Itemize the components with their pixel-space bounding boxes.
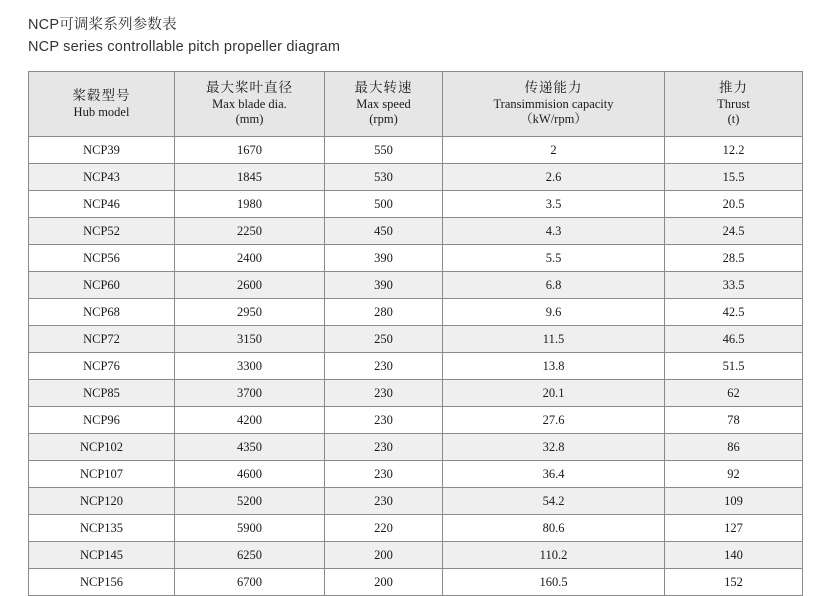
cell-hub-model: NCP46 xyxy=(29,191,175,218)
cell-value: 1845 xyxy=(175,164,325,191)
cell-hub-model: NCP43 xyxy=(29,164,175,191)
cell-value: 250 xyxy=(325,326,443,353)
cell-value: 15.5 xyxy=(665,164,803,191)
cell-value: 12.2 xyxy=(665,137,803,164)
cell-value: 62 xyxy=(665,380,803,407)
table-row xyxy=(29,272,803,299)
page-title-chinese: NCP可调桨系列参数表 xyxy=(28,17,177,33)
cell-value: 20.5 xyxy=(665,191,803,218)
cell-value: 390 xyxy=(325,245,443,272)
column-header-transmission-capacity xyxy=(443,71,665,136)
column-header-cn: 桨毂型号 xyxy=(72,87,131,103)
cell-hub-model: NCP72 xyxy=(29,326,175,353)
column-header-unit: (t) xyxy=(727,112,740,127)
cell-value: 51.5 xyxy=(665,353,803,380)
cell-value: 24.5 xyxy=(665,218,803,245)
table-row xyxy=(29,569,803,596)
cell-value: 42.5 xyxy=(665,299,803,326)
column-header-max-blade-dia xyxy=(175,71,325,136)
table-body xyxy=(29,137,803,596)
column-header-cn: 推力 xyxy=(719,79,748,95)
cell-hub-model: NCP85 xyxy=(29,380,175,407)
cell-value: 3700 xyxy=(175,380,325,407)
cell-value: 46.5 xyxy=(665,326,803,353)
cell-value: 54.2 xyxy=(443,488,665,515)
cell-value: 2400 xyxy=(175,245,325,272)
cell-value: 1980 xyxy=(175,191,325,218)
cell-value: 530 xyxy=(325,164,443,191)
cell-hub-model: NCP120 xyxy=(29,488,175,515)
table-row xyxy=(29,542,803,569)
cell-value: 6700 xyxy=(175,569,325,596)
cell-value: 2250 xyxy=(175,218,325,245)
cell-value: 1670 xyxy=(175,137,325,164)
cell-hub-model: NCP68 xyxy=(29,299,175,326)
table-row xyxy=(29,461,803,488)
cell-value: 280 xyxy=(325,299,443,326)
cell-value: 20.1 xyxy=(443,380,665,407)
cell-hub-model: NCP76 xyxy=(29,353,175,380)
document-title-block xyxy=(28,14,802,59)
cell-value: 3.5 xyxy=(443,191,665,218)
propeller-spec-table xyxy=(28,71,803,596)
cell-value: 140 xyxy=(665,542,803,569)
cell-value: 92 xyxy=(665,461,803,488)
column-header-unit: (rpm) xyxy=(369,112,398,127)
cell-value: 230 xyxy=(325,488,443,515)
table-row xyxy=(29,218,803,245)
table-row xyxy=(29,434,803,461)
table-row xyxy=(29,488,803,515)
column-header-cn: 传递能力 xyxy=(524,79,583,95)
cell-value: 2 xyxy=(443,137,665,164)
column-header-en: Hub model xyxy=(73,104,130,119)
cell-value: 6250 xyxy=(175,542,325,569)
cell-value: 36.4 xyxy=(443,461,665,488)
cell-value: 200 xyxy=(325,542,443,569)
cell-value: 4600 xyxy=(175,461,325,488)
column-header-en: Transimmision capacity xyxy=(493,96,614,111)
cell-hub-model: NCP39 xyxy=(29,137,175,164)
cell-hub-model: NCP107 xyxy=(29,461,175,488)
column-header-en: Max blade dia. xyxy=(212,96,287,111)
cell-hub-model: NCP156 xyxy=(29,569,175,596)
cell-value: 200 xyxy=(325,569,443,596)
cell-value: 4200 xyxy=(175,407,325,434)
cell-value: 550 xyxy=(325,137,443,164)
cell-value: 9.6 xyxy=(443,299,665,326)
cell-value: 6.8 xyxy=(443,272,665,299)
table-row xyxy=(29,515,803,542)
table-header xyxy=(29,71,803,136)
cell-hub-model: NCP56 xyxy=(29,245,175,272)
cell-value: 160.5 xyxy=(443,569,665,596)
cell-value: 127 xyxy=(665,515,803,542)
column-header-cn: 最大转速 xyxy=(354,79,413,95)
column-header-max-speed xyxy=(325,71,443,136)
table-row xyxy=(29,353,803,380)
cell-value: 5900 xyxy=(175,515,325,542)
cell-value: 110.2 xyxy=(443,542,665,569)
cell-value: 5200 xyxy=(175,488,325,515)
cell-hub-model: NCP102 xyxy=(29,434,175,461)
table-row xyxy=(29,326,803,353)
cell-value: 230 xyxy=(325,353,443,380)
cell-value: 3300 xyxy=(175,353,325,380)
cell-value: 80.6 xyxy=(443,515,665,542)
cell-value: 390 xyxy=(325,272,443,299)
cell-hub-model: NCP52 xyxy=(29,218,175,245)
cell-value: 230 xyxy=(325,407,443,434)
table-row xyxy=(29,191,803,218)
cell-hub-model: NCP96 xyxy=(29,407,175,434)
column-header-cn: 最大桨叶直径 xyxy=(206,79,293,95)
cell-value: 230 xyxy=(325,380,443,407)
cell-value: 78 xyxy=(665,407,803,434)
cell-value: 13.8 xyxy=(443,353,665,380)
column-header-en: Thrust xyxy=(717,96,750,111)
cell-value: 152 xyxy=(665,569,803,596)
cell-value: 450 xyxy=(325,218,443,245)
column-header-en: Max speed xyxy=(356,96,411,111)
cell-value: 27.6 xyxy=(443,407,665,434)
table-header-row xyxy=(29,71,803,136)
cell-hub-model: NCP145 xyxy=(29,542,175,569)
cell-value: 230 xyxy=(325,434,443,461)
cell-value: 4350 xyxy=(175,434,325,461)
cell-value: 109 xyxy=(665,488,803,515)
cell-value: 32.8 xyxy=(443,434,665,461)
table-row xyxy=(29,380,803,407)
column-header-unit: (mm) xyxy=(235,112,264,127)
column-header-thrust xyxy=(665,71,803,136)
cell-value: 33.5 xyxy=(665,272,803,299)
cell-value: 5.5 xyxy=(443,245,665,272)
cell-value: 86 xyxy=(665,434,803,461)
cell-value: 28.5 xyxy=(665,245,803,272)
page-title-english: NCP series controllable pitch propeller diagram xyxy=(28,39,341,56)
cell-value: 500 xyxy=(325,191,443,218)
column-header-hub-model xyxy=(29,71,175,136)
table-row xyxy=(29,245,803,272)
cell-value: 3150 xyxy=(175,326,325,353)
table-row xyxy=(29,407,803,434)
table-row xyxy=(29,137,803,164)
table-row xyxy=(29,299,803,326)
cell-value: 220 xyxy=(325,515,443,542)
column-header-unit: （kW/rpm） xyxy=(520,112,587,127)
cell-hub-model: NCP135 xyxy=(29,515,175,542)
table-row xyxy=(29,164,803,191)
cell-value: 2.6 xyxy=(443,164,665,191)
cell-value: 230 xyxy=(325,461,443,488)
cell-hub-model: NCP60 xyxy=(29,272,175,299)
cell-value: 11.5 xyxy=(443,326,665,353)
cell-value: 2600 xyxy=(175,272,325,299)
cell-value: 2950 xyxy=(175,299,325,326)
cell-value: 4.3 xyxy=(443,218,665,245)
